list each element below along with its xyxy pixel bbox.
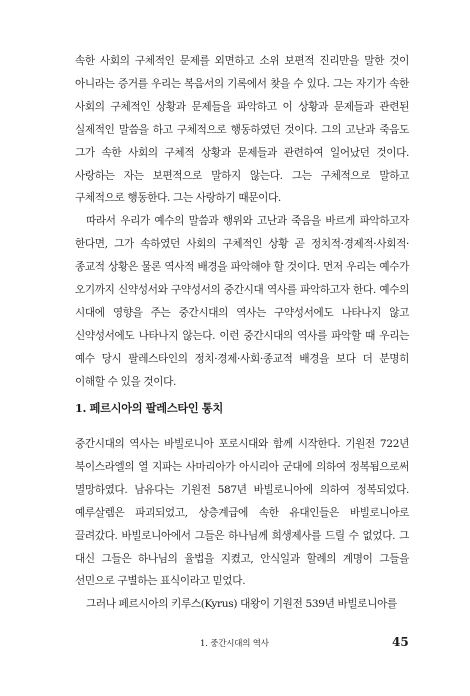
- body-text-bottom: [75, 433, 409, 616]
- running-title: 1. 중간시대의 역사: [200, 639, 269, 649]
- paragraph: 그러나 페르시아의 키루스(Kyrus) 대왕이 기원전 539년 바빌로니아를: [86, 598, 397, 611]
- body-text-top: [75, 50, 409, 394]
- paragraph: 따라서 우리가 예수의 말씀과 행위와 고난과 죽음을 바르게 파악하고자 한다면, 그가 속하였던 사회의 구체적인 상황 곧 정치적·경제적·사회적·종교적 상황은 물론 역사적 배경을 파악해야 할 것이다. 먼저 우리는 예수가 오기까지 신약성서와 구약성서의 중간시대 역사를 파악하고자 한다. 예수의 시대에 영향을 주는 중간시대의 역사는 구약성서에도 나타나지 않고 신약성서에도 나타나지 않는다. 이런 중간시대의 역사를 파악할 때 우리는 예수 당시 팔레스타인의 정치·경제·사회·종교적 배경을 보다 더 분명히 이해할 수 있을 것이다.: [75, 215, 409, 388]
- paragraph: 속한 사회의 구체적인 문제를 외면하고 소위 보편적 진리만을 말한 것이 아니라는 증거를 우리는 복음서의 기록에서 찾을 수 있다. 그는 자기가 속한 사회의 구체적인 상황과 문제들을 파악하고 이 상황과 문제들과 관련된 실제적인 말씀을 하고 구체적으로 행동하였던 것이다. 그의 고난과 죽음도 그가 속한 사회의 구체적 상황과 문제들과 관련하여 일어났던 것이다. 사랑하는 자는 보편적으로 말하지 않는다. 그는 구체적으로 말하고 구체적으로 행동한다. 그는 사랑하기 때문이다.: [75, 55, 409, 205]
- section-heading: 1. 페르시아의 팔레스타인 통치: [75, 401, 223, 415]
- paragraph: 중간시대의 역사는 바빌로니아 포로시대와 함께 시작한다. 기원전 722년 북이스라엘의 열 지파는 사마리아가 아시리아 군대에 의하여 정복됨으로써 멸망하였다. 남유다는 기원전 587년 바빌로니아에 의하여 정복되었다. 예루살렘은 파괴되었고, 상층계급에 속한 유대인들은 바빌로니아로 끌려갔다. 바빌로니아에서 그들은 하나님께 희생제사를 드릴 수 없었다. 그 대신 그들은 하나님의 율법을 지켰고, 안식일과 할례의 계명이 그들을 선민으로 구별하는 표식이라고 믿었다.: [75, 438, 409, 588]
- page-number: 45: [392, 635, 409, 649]
